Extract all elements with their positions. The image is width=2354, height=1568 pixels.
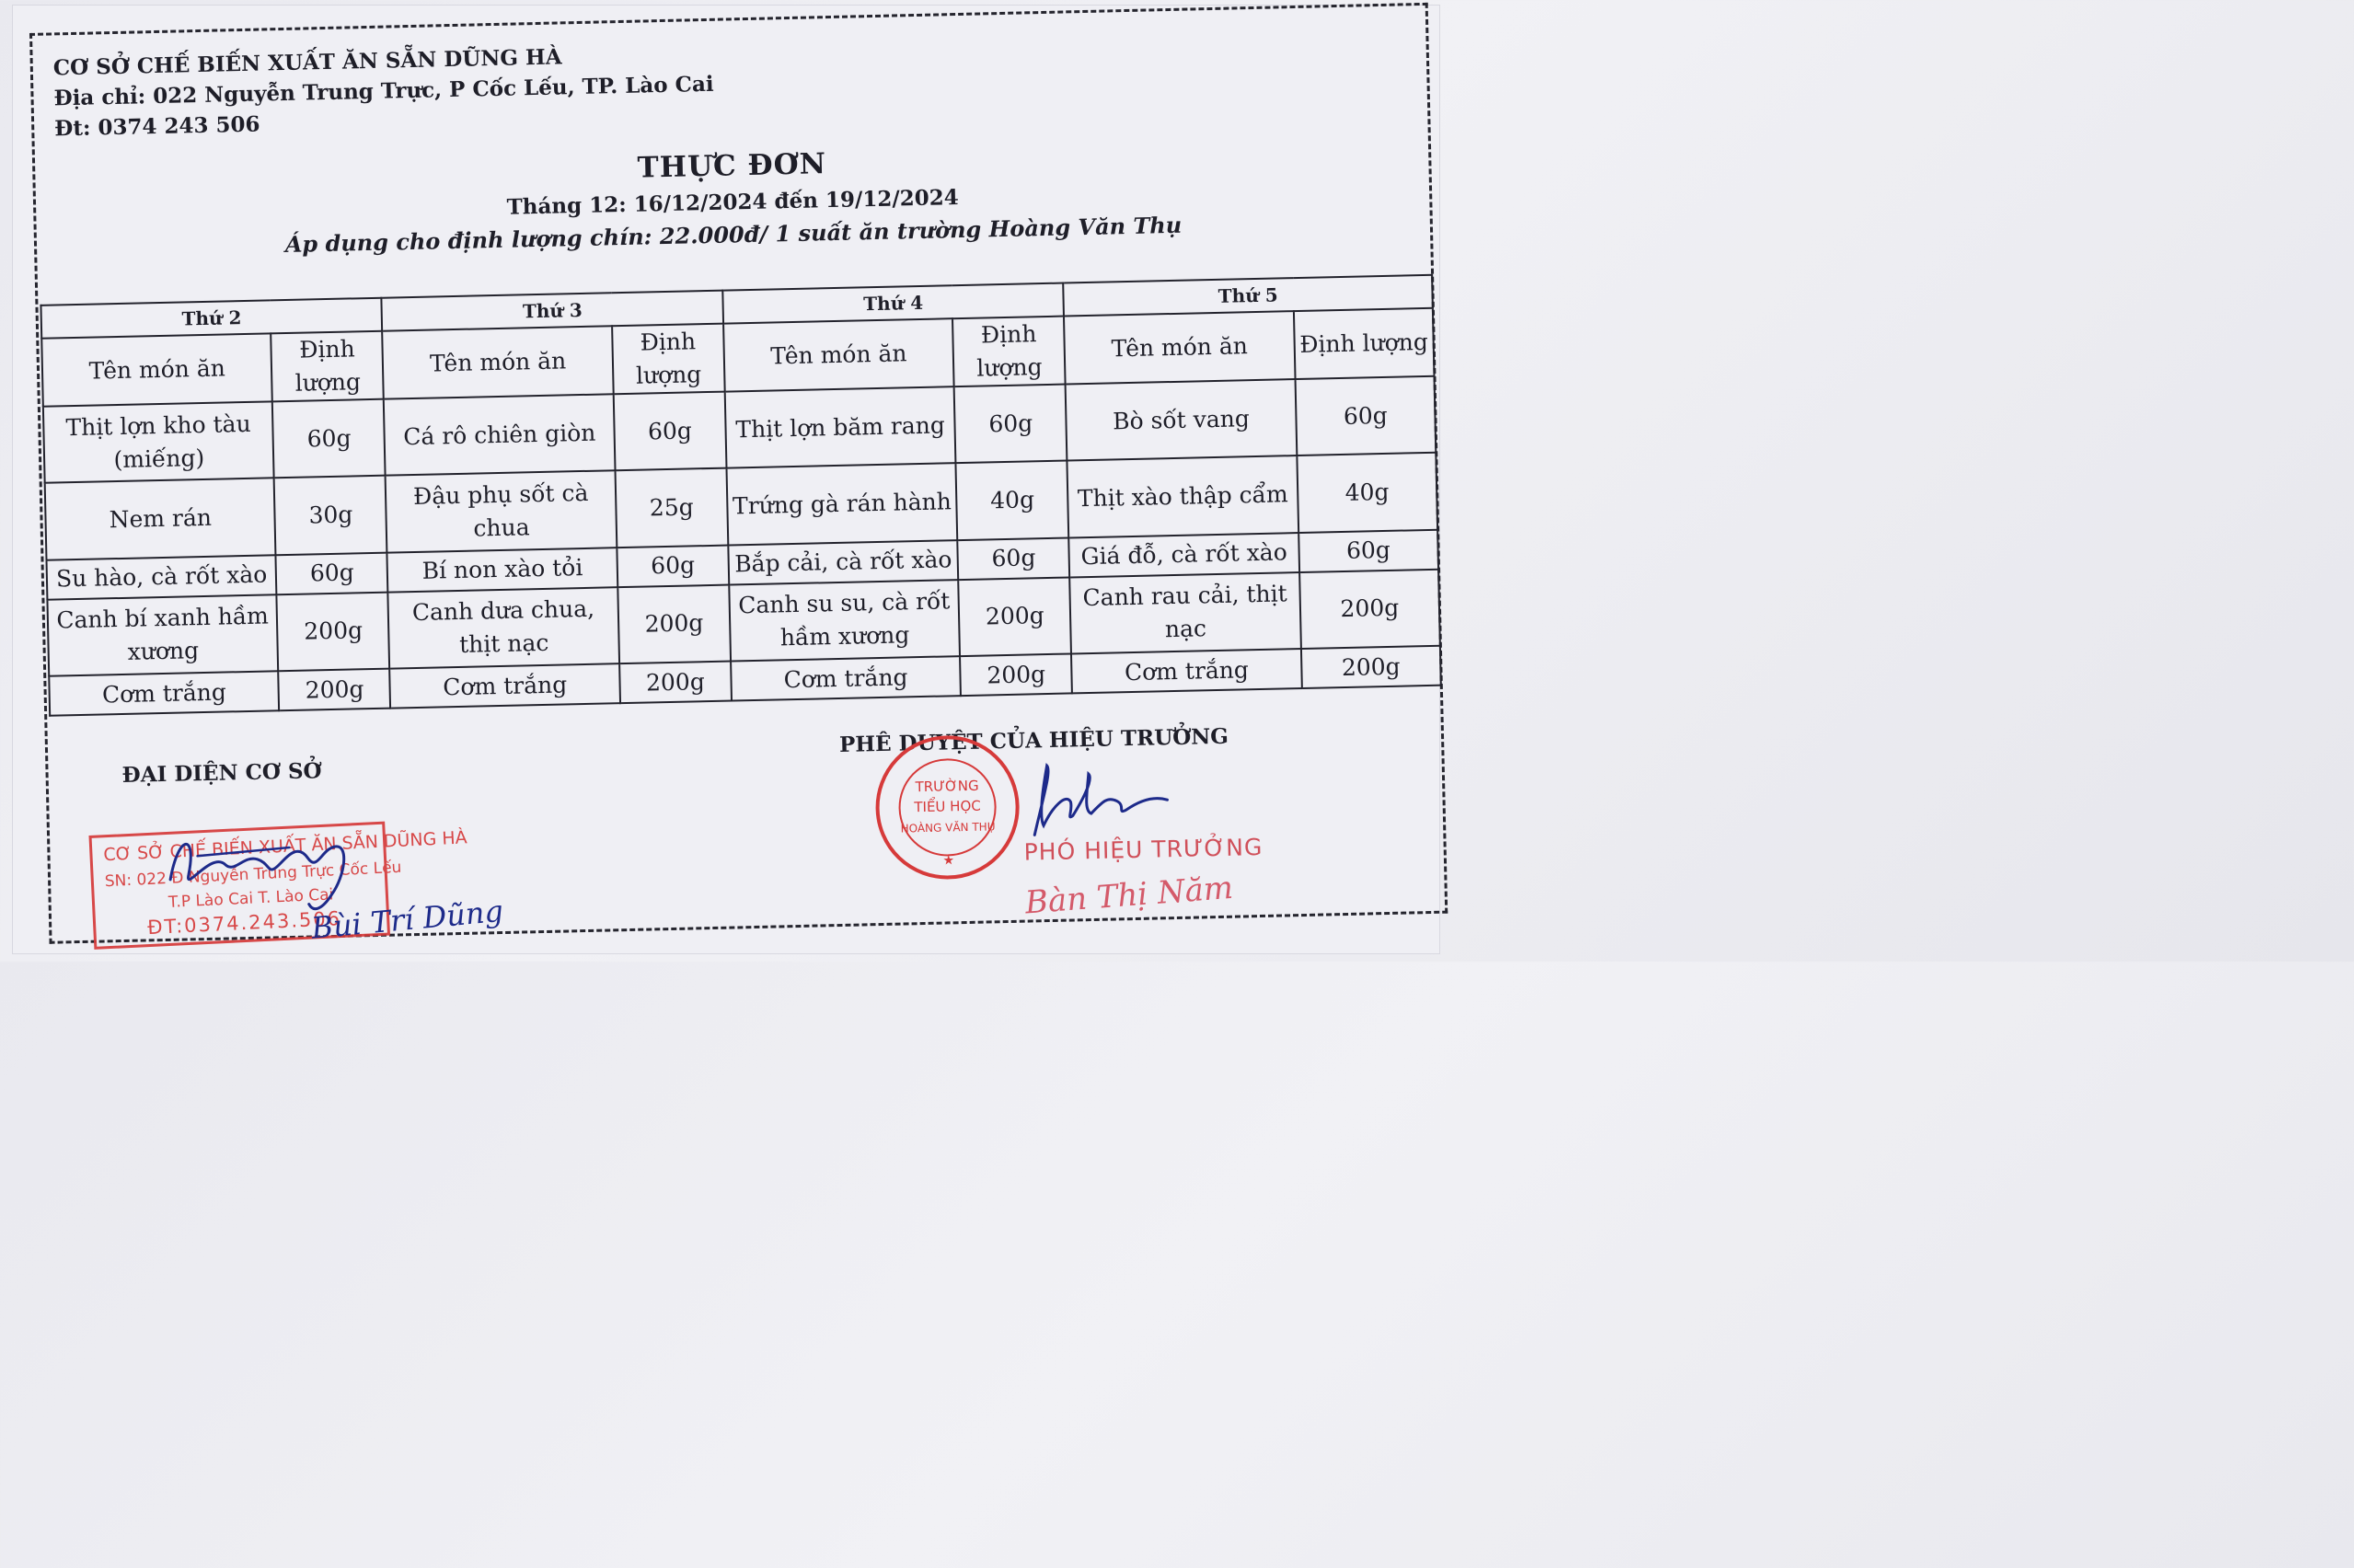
qty-cell: 30g xyxy=(274,476,387,555)
dish-cell: Nem rán xyxy=(45,478,276,560)
qty-cell: 200g xyxy=(619,662,732,704)
qty-cell: 60g xyxy=(276,552,388,594)
qty-cell: 200g xyxy=(617,584,731,663)
qty-column-header: Định lượng xyxy=(271,331,385,402)
document-title: THỰC ĐƠN xyxy=(637,147,827,185)
qty-cell: 200g xyxy=(959,577,1072,656)
dish-cell: Canh rau cải, thịt nạc xyxy=(1069,572,1300,654)
qty-cell: 200g xyxy=(960,654,1072,697)
day-header: Thứ 3 xyxy=(382,291,723,331)
qty-cell: 60g xyxy=(958,537,1070,579)
qty-cell: 60g xyxy=(617,545,729,586)
qty-cell: 25g xyxy=(615,468,728,548)
qty-cell: 60g xyxy=(954,385,1067,464)
company-name: CƠ SỞ CHẾ BIẾN XUẤT ĂN SẴN DŨNG HÀ xyxy=(52,44,562,81)
dish-column-header: Tên món ăn xyxy=(1064,311,1295,384)
school-stamp xyxy=(872,732,1022,882)
paper-sheet xyxy=(13,6,1439,953)
qty-cell: 60g xyxy=(1295,376,1436,456)
day-header: Thứ 4 xyxy=(722,283,1064,324)
dish-cell: Canh dưa chua, thịt nạc xyxy=(388,587,619,669)
stamp-line: TIỂU HỌC xyxy=(914,797,981,816)
menu-table xyxy=(40,274,1441,717)
menu-document xyxy=(29,3,1448,944)
approval-heading: PHÊ DUYỆT CỦA HIỆU TRƯỞNG xyxy=(838,723,1229,757)
dish-cell: Cơm trắng xyxy=(49,671,279,715)
qty-cell: 200g xyxy=(277,592,390,671)
dish-cell: Bắp cải, cà rốt xào xyxy=(728,540,958,584)
stamp-line: T.P Lào Cai T. Lào Cai xyxy=(167,885,334,912)
qty-column-header: Định lượng xyxy=(952,317,1066,387)
qty-column-header: Định lượng xyxy=(612,324,725,395)
company-address: Địa chỉ: 022 Nguyễn Trung Trực, P Cốc Lếu, TP. Lào Cai xyxy=(53,71,714,111)
stamp-line: ĐT:0374.243.506 xyxy=(146,906,342,940)
stamp-line: SN: 022 Đ Nguyễn Trung Trực Cốc Lếu xyxy=(104,858,402,892)
dish-cell: Canh bí xanh hầm xương xyxy=(47,594,278,676)
qty-cell: 60g xyxy=(1298,530,1438,572)
dish-cell: Canh su su, cà rốt hầm xương xyxy=(729,580,960,662)
dish-cell: Trứng gà rán hành xyxy=(726,464,957,546)
stamp-line: TRƯỜNG xyxy=(915,777,979,796)
dish-column-header: Tên món ăn xyxy=(723,318,954,391)
right-signature xyxy=(1015,758,1173,845)
dish-cell: Cơm trắng xyxy=(1071,649,1301,693)
qty-cell: 60g xyxy=(614,392,727,471)
dish-cell: Cá rô chiên giòn xyxy=(384,394,615,476)
dish-cell: Cơm trắng xyxy=(390,663,620,708)
qty-cell: 40g xyxy=(956,461,1069,540)
qty-cell: 200g xyxy=(1299,569,1440,649)
qty-cell: 200g xyxy=(1301,646,1441,688)
company-phone: Đt: 0374 243 506 xyxy=(53,111,260,142)
dish-cell: Cơm trắng xyxy=(731,656,961,700)
dish-cell: Thịt lợn băm rang xyxy=(725,386,956,468)
dish-cell: Thịt lợn kho tàu (miếng) xyxy=(43,401,274,483)
day-header: Thứ 2 xyxy=(40,298,382,339)
dish-cell: Đậu phụ sốt cà chua xyxy=(386,471,617,553)
dish-column-header: Tên món ăn xyxy=(41,333,272,406)
vice-principal-name: Bàn Thị Năm xyxy=(1023,869,1235,922)
dish-cell: Giá đỗ, cà rốt xào xyxy=(1068,533,1298,577)
representative-name: Bùi Trí Dũng xyxy=(309,893,505,946)
representative-heading: ĐẠI DIỆN CƠ SỞ xyxy=(121,758,322,788)
qty-cell: 60g xyxy=(272,399,386,478)
star-icon: ★ xyxy=(942,853,955,869)
dish-cell: Su hào, cà rốt xào xyxy=(46,555,276,599)
stamp-line: HOÀNG VĂN THỤ xyxy=(900,820,996,836)
applies-note: Áp dụng cho định lượng chín: 22.000đ/ 1 suất ăn trường Hoàng Văn Thụ xyxy=(284,211,1183,258)
date-range: Tháng 12: 16/12/2024 đến 19/12/2024 xyxy=(506,185,960,220)
qty-column-header: Định lượng xyxy=(1294,308,1435,379)
qty-cell: 200g xyxy=(279,669,391,711)
qty-cell: 40g xyxy=(1297,453,1437,533)
dish-column-header: Tên món ăn xyxy=(383,326,614,398)
dish-cell: Bí non xào tỏi xyxy=(387,548,617,592)
vice-principal-title: PHÓ HIỆU TRƯỞNG xyxy=(1023,833,1264,866)
dish-cell: Thịt xào thập cẩm xyxy=(1067,455,1298,537)
day-header: Thứ 5 xyxy=(1063,275,1432,317)
dish-cell: Bò sốt vang xyxy=(1066,379,1297,461)
stamp-line: CƠ SỞ CHẾ BIẾN XUẤT ĂN SẴN DŨNG HÀ xyxy=(102,827,468,866)
